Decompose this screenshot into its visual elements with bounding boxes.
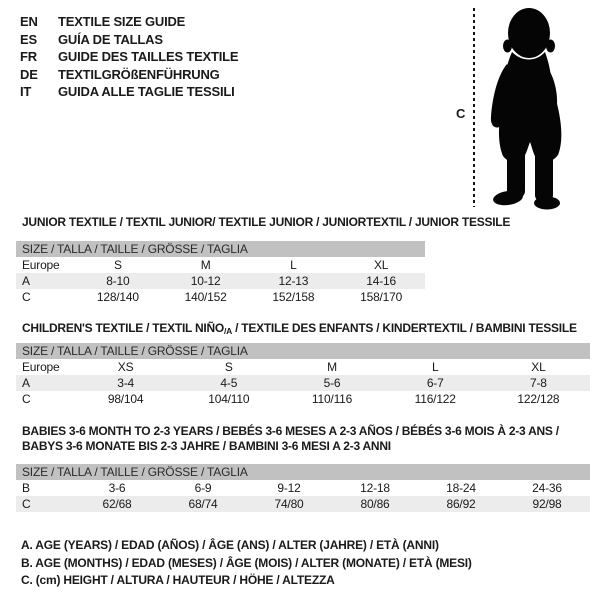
height-measure-dashed-line	[473, 8, 475, 207]
language-header	[20, 13, 238, 101]
children-table-title	[22, 321, 577, 336]
lang-row-en	[20, 13, 238, 31]
children-title-prefix: CHILDREN'S TEXTILE / TEXTIL NIÑO	[22, 321, 224, 335]
value-cell: 7-8	[530, 376, 547, 390]
value-cell: 80/86	[360, 497, 390, 511]
value-cell: 3-6	[108, 481, 126, 495]
babies-table-title	[22, 424, 559, 454]
value-cell: 122/128	[517, 392, 560, 406]
value-cell: 68/74	[188, 497, 218, 511]
children-table	[16, 343, 590, 407]
lang-title-es: GUÍA DE TALLAS	[58, 31, 163, 47]
lang-code-en: EN	[20, 14, 38, 29]
height-measure-label: C	[456, 106, 466, 121]
table-row	[16, 359, 590, 375]
babies-table	[16, 464, 590, 512]
size-cell: L	[290, 258, 297, 272]
table-row	[16, 480, 590, 496]
value-cell: 14-16	[366, 274, 396, 288]
table-row	[16, 257, 425, 273]
lang-code-es: ES	[20, 31, 37, 47]
value-cell: 74/80	[274, 497, 304, 511]
value-cell: 18-24	[446, 481, 476, 495]
value-cell: 62/68	[102, 497, 132, 511]
table-row	[16, 496, 590, 512]
lang-title-fr: GUIDE DES TAILLES TEXTILE	[58, 49, 239, 64]
lang-title-de: TEXTILGRÖßENFÜHRUNG	[58, 66, 220, 82]
junior-size-header: SIZE / TALLA / TAILLE / GRÖSSE / TAGLIA	[16, 241, 425, 257]
lang-code-de: DE	[20, 66, 38, 82]
lang-code-it: IT	[20, 84, 32, 99]
size-cell: XS	[117, 360, 134, 374]
children-title-subscript: /A	[223, 326, 232, 336]
value-cell: 116/122	[414, 392, 456, 406]
footnote-a: A. AGE (YEARS) / EDAD (AÑOS) / ÂGE (ANS) / ALTER (JAHRE) / ETÀ (ANNI)	[21, 538, 439, 552]
lang-row-es	[20, 31, 238, 49]
lang-code-fr: FR	[20, 49, 37, 64]
value-cell: 4-5	[220, 376, 238, 390]
children-size-header: SIZE / TALLA / TAILLE / GRÖSSE / TAGLIA	[16, 343, 590, 359]
size-cell: XL	[373, 258, 389, 272]
table-row	[16, 375, 590, 391]
lang-title-it: GUIDA ALLE TAGLIE TESSILI	[58, 84, 235, 99]
value-cell: 98/104	[107, 392, 144, 406]
size-cell: M	[200, 258, 211, 272]
value-cell: 10-12	[190, 274, 221, 288]
value-cell: 158/170	[360, 290, 403, 304]
junior-table	[16, 241, 425, 305]
value-cell: 3-4	[117, 376, 134, 390]
size-cell: S	[113, 258, 122, 272]
babies-size-header: SIZE / TALLA / TAILLE / GRÖSSE / TAGLIA	[16, 464, 590, 480]
footnote-c: C. (cm) HEIGHT / ALTURA / HAUTEUR / HÖHE / ALTEZZA	[21, 573, 335, 587]
row-label: A	[22, 274, 30, 288]
value-cell: 9-12	[277, 481, 301, 495]
row-label: B	[22, 481, 30, 495]
babies-title-line1: BABIES 3-6 MONTH TO 2-3 YEARS / BEBÉS 3-6 MESES A 2-3 AÑOS / BÉBÉS 3-6 MOIS À 2-3 ANS /	[22, 424, 559, 438]
value-cell: 8-10	[106, 274, 130, 288]
lang-row-de	[20, 66, 238, 84]
value-cell: 6-9	[194, 481, 212, 495]
size-cell: L	[431, 360, 439, 374]
value-cell: 140/152	[184, 290, 227, 304]
babies-title-line2: BABYS 3-6 MONATE BIS 2-3 JAHRE / BAMBINI 3-6 MESI A 2-3 ANNI	[22, 439, 391, 453]
row-label: Europe	[22, 258, 60, 272]
footnote-b: B. AGE (MONTHS) / EDAD (MESES) / ÂGE (MOIS) / ALTER (MONATE) / ETÀ (MESI)	[21, 555, 472, 570]
value-cell: 110/116	[311, 392, 353, 406]
lang-row-it	[20, 83, 238, 101]
table-row	[16, 273, 425, 289]
row-label: C	[22, 392, 31, 406]
value-cell: 92/98	[532, 497, 562, 511]
lang-title-en: TEXTILE SIZE GUIDE	[58, 14, 186, 29]
lang-row-fr	[20, 48, 238, 66]
value-cell: 86/92	[446, 497, 476, 511]
children-title-suffix: / TEXTILE DES ENFANTS / KINDERTEXTIL / BAMBINI TESSILE	[231, 321, 577, 335]
value-cell: 12-18	[360, 481, 390, 495]
table-row	[16, 289, 425, 305]
toddler-silhouette-image	[479, 6, 575, 210]
value-cell: 104/110	[208, 392, 250, 406]
value-cell: 12-13	[278, 274, 309, 288]
value-cell: 24-36	[532, 481, 562, 495]
size-cell: XL	[531, 360, 546, 374]
table-row	[16, 391, 590, 407]
footnotes	[21, 537, 472, 590]
row-label: C	[22, 290, 31, 304]
value-cell: 5-6	[323, 376, 341, 390]
row-label: Europe	[22, 360, 60, 374]
size-cell: M	[327, 360, 337, 374]
value-cell: 152/158	[272, 290, 315, 304]
value-cell: 128/140	[96, 290, 139, 304]
junior-table-title: JUNIOR TEXTILE / TEXTIL JUNIOR/ TEXTILE JUNIOR / JUNIORTEXTIL / JUNIOR TESSILE	[22, 215, 511, 229]
value-cell: 6-7	[426, 376, 444, 390]
row-label: A	[22, 376, 30, 390]
size-cell: S	[224, 360, 233, 374]
row-label: C	[22, 497, 31, 511]
